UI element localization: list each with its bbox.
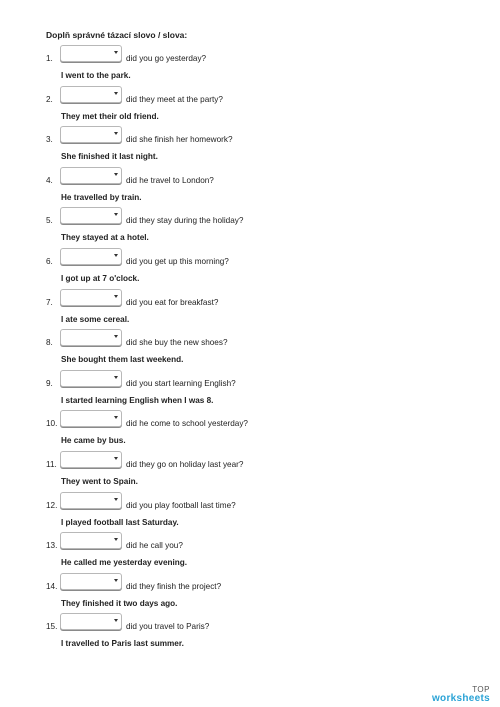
chevron-down-icon	[114, 51, 118, 54]
answer-text: She bought them last weekend.	[61, 355, 184, 365]
question-text: did you eat for breakfast?	[126, 297, 219, 307]
chevron-down-icon	[114, 335, 118, 338]
question-number: 2.	[46, 94, 53, 104]
answer-dropdown-12[interactable]	[60, 492, 122, 509]
question-number: 5.	[46, 216, 53, 226]
question-text: did they go on holiday last year?	[126, 459, 244, 469]
answer-text: I went to the park.	[61, 71, 131, 80]
question-item-10	[0, 409, 500, 450]
question-number: 13.	[46, 541, 58, 551]
chevron-down-icon	[114, 92, 118, 95]
answer-dropdown-15[interactable]	[60, 613, 122, 630]
brand-logo-bottom: worksheets	[431, 693, 490, 704]
chevron-down-icon	[114, 498, 118, 501]
question-text: did he come to school yesterday?	[126, 419, 248, 429]
answer-text: I played football last Saturday.	[61, 517, 179, 527]
question-text: did you get up this morning?	[126, 256, 229, 266]
question-item-3	[0, 125, 500, 166]
question-text: did you play football last time?	[126, 500, 236, 510]
answer-dropdown-3[interactable]	[60, 126, 122, 143]
question-item-1	[0, 44, 500, 85]
question-number: 11.	[46, 459, 57, 469]
question-text: did you start learning English?	[126, 378, 236, 388]
question-item-14	[0, 572, 500, 613]
question-number: 8.	[46, 338, 53, 348]
answer-dropdown-10[interactable]	[60, 410, 122, 427]
question-text: did you go yesterday?	[126, 54, 207, 63]
question-item-8	[0, 328, 500, 369]
answer-text: I got up at 7 o'clock.	[61, 273, 140, 283]
answer-text: I travelled to Paris last summer.	[61, 639, 184, 649]
question-number: 14.	[46, 581, 58, 591]
answer-dropdown-2[interactable]	[60, 86, 122, 103]
answer-text: He travelled by train.	[61, 192, 142, 202]
answer-dropdown-9[interactable]	[60, 370, 122, 387]
question-number: 7.	[46, 297, 53, 307]
brand-logo	[432, 685, 490, 703]
question-number: 15.	[46, 622, 58, 632]
answer-text: They stayed at a hotel.	[61, 233, 149, 243]
answer-dropdown-1[interactable]	[60, 45, 122, 62]
question-text: did she finish her homework?	[126, 135, 233, 145]
question-item-5	[0, 206, 500, 247]
answer-text: They finished it two days ago.	[61, 598, 178, 608]
question-text: did you travel to Paris?	[126, 622, 210, 632]
question-number: 3.	[46, 135, 53, 145]
question-text: did she buy the new shoes?	[126, 338, 228, 348]
answer-text: He came by bus.	[61, 436, 126, 446]
answer-dropdown-4[interactable]	[60, 167, 122, 184]
chevron-down-icon	[114, 254, 118, 257]
question-item-6	[0, 247, 500, 288]
chevron-down-icon	[114, 376, 118, 379]
question-number: 6.	[46, 256, 53, 266]
question-text: did he travel to London?	[126, 175, 214, 185]
chevron-down-icon	[114, 173, 118, 176]
chevron-down-icon	[114, 132, 118, 135]
question-number: 4.	[46, 175, 53, 185]
question-item-7	[0, 288, 500, 329]
answer-dropdown-11[interactable]	[60, 451, 122, 468]
question-item-2	[0, 85, 500, 126]
question-text: did he call you?	[126, 541, 183, 551]
answer-text: They met their old friend.	[61, 111, 159, 121]
page-title: Doplň správné tázací slovo / slova:	[46, 30, 188, 40]
question-number: 9.	[46, 378, 53, 388]
chevron-down-icon	[114, 538, 118, 541]
question-item-9	[0, 369, 500, 410]
answer-dropdown-5[interactable]	[60, 207, 122, 224]
question-text: did they finish the project?	[126, 581, 222, 591]
chevron-down-icon	[114, 416, 118, 419]
question-item-11	[0, 450, 500, 491]
question-number: 12.	[46, 500, 58, 510]
answer-text: I started learning English when I was 8.	[61, 395, 214, 405]
answer-text: I ate some cereal.	[61, 314, 130, 324]
question-item-13	[0, 531, 500, 572]
chevron-down-icon	[114, 579, 118, 582]
answer-dropdown-7[interactable]	[60, 289, 122, 306]
question-item-4	[0, 166, 500, 207]
answer-dropdown-14[interactable]	[60, 573, 122, 590]
answer-dropdown-8[interactable]	[60, 329, 122, 346]
answer-text: She finished it last night.	[61, 152, 158, 162]
answer-dropdown-6[interactable]	[60, 248, 122, 265]
question-number: 10.	[46, 419, 58, 429]
answer-text: He called me yesterday evening.	[61, 558, 188, 568]
brand-logo-top: TOP	[472, 685, 490, 694]
question-item-12	[0, 491, 500, 532]
question-number: 1.	[46, 54, 53, 63]
question-text: did they meet at the party?	[126, 94, 223, 104]
chevron-down-icon	[114, 619, 118, 622]
chevron-down-icon	[114, 457, 118, 460]
question-text: did they stay during the holiday?	[126, 216, 244, 226]
answer-text: They went to Spain.	[61, 476, 138, 486]
chevron-down-icon	[114, 295, 118, 298]
chevron-down-icon	[114, 213, 118, 216]
question-item-15	[0, 612, 500, 653]
answer-dropdown-13[interactable]	[60, 532, 122, 549]
question-list	[0, 44, 500, 653]
